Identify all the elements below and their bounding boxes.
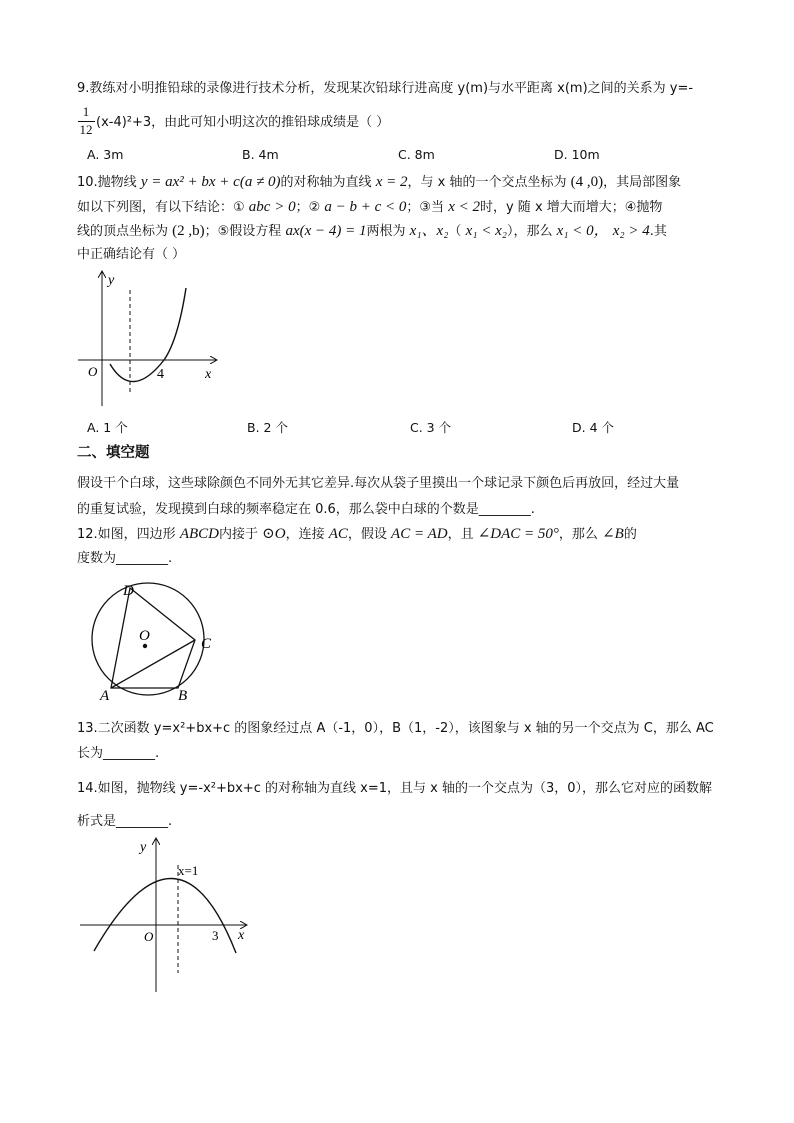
q10-parabola-graph [74, 268, 224, 410]
q10-math: x < 2 [448, 199, 480, 215]
q10-math: x₁ < 0， [556, 223, 609, 239]
q12-quadrilateral [111, 588, 195, 688]
q10-math: a − b + c < 0 [324, 199, 407, 215]
q12-math: AC [328, 526, 348, 542]
q10-math-axis: x = 2 [375, 174, 408, 190]
q12-text: 12.如图，四边形 [77, 527, 176, 542]
q12-text: 内接于 [219, 527, 259, 542]
q14-origin-label: O [144, 929, 154, 944]
q12-text: ，那么 [558, 527, 598, 542]
q12-line1 [77, 524, 637, 545]
q10-math: ax(x − 4) = 1 [285, 223, 367, 239]
q12-math: ∠B [602, 526, 624, 542]
q10-y-label: y [108, 273, 115, 288]
q9-line2: (x-4)²+3，由此可知小明这次的推铅球成绩是（ ） [96, 115, 390, 130]
q14-parabola-graph [78, 835, 253, 995]
q12-text: ，连接 [285, 527, 325, 542]
q14-tick-label: 3 [212, 928, 219, 943]
q10-text: （ [448, 224, 462, 239]
q12-text: ，假设 [347, 527, 387, 542]
q12-math: ∠DAC = 50° [477, 526, 559, 542]
q12-label-b: B [178, 688, 188, 704]
q9-option-a: A. 3m [87, 147, 124, 162]
q10-option-d: D. 4 个 [572, 420, 614, 435]
q14-x-label: x [238, 928, 245, 943]
q12-circle-figure [88, 578, 228, 704]
q11-line2: 的重复试验，发现摸到白球的频率稳定在 0.6，那么袋中白球的个数是________. [77, 502, 535, 517]
q10-line2 [77, 197, 662, 218]
q10-text: ；② [295, 200, 321, 215]
q12-diagonal-ac [111, 640, 195, 688]
q14-axis-label: x=1 [178, 863, 199, 878]
q10-line1 [77, 172, 681, 193]
q10-x-label: x [205, 367, 212, 382]
q9-line1: 9.教练对小明推铅球的录像进行技术分析，发现某次铅球行进高度 y(m)与水平距离 x(m)之间的关系为 y=- [77, 81, 694, 96]
q12-label-o: O [139, 628, 150, 644]
q12-math: ABCD [179, 526, 219, 542]
q10-math: x₂ > 4 [612, 223, 650, 239]
q10-math: x₁、x₂ [409, 223, 449, 239]
q10-option-b: B. 2 个 [247, 420, 288, 435]
q9-option-c: C. 8m [398, 147, 435, 162]
q10-math-point: (4 ,0) [570, 174, 604, 190]
q10-math: abc > 0 [248, 199, 296, 215]
q10-text: ），那么 [506, 224, 553, 239]
q10-text: 的对称轴为直线 [280, 175, 372, 190]
q10-text: ；⑤假设方程 [204, 224, 282, 239]
q12-math: ⊙O [262, 526, 286, 542]
q12-text: ，且 [447, 527, 474, 542]
q10-text: ，其局部图象 [603, 175, 682, 190]
q9-option-b: B. 4m [242, 147, 279, 162]
q10-math: x₁ < x₂ [465, 223, 507, 239]
q10-math: (2 ,b) [172, 223, 205, 239]
q10-option-a: A. 1 个 [87, 420, 128, 435]
q12-center-dot [143, 644, 147, 648]
q10-text: 10.抛物线 [77, 175, 137, 190]
q10-line3 [77, 221, 667, 242]
q10-line4: 中正确结论有（ ） [77, 247, 186, 262]
q10-text: 如以下列图，有以下结论：① [77, 200, 245, 215]
q12-line2: 度数为________. [77, 551, 173, 566]
q10-text: 两根为 [366, 224, 406, 239]
q14-y-label: y [140, 840, 147, 855]
q9-option-d: D. 10m [554, 147, 600, 162]
q13-line2: 长为________. [77, 746, 160, 761]
q10-text: ，与 x 轴的一个交点坐标为 [407, 175, 567, 190]
q10-text: .其 [649, 224, 667, 239]
q12-text: 的 [623, 527, 637, 542]
q10-parabola-curve [110, 288, 186, 382]
q10-math-parabola: y = ax² + bx + c(a ≠ 0) [140, 174, 281, 190]
q10-text: ；③当 [406, 200, 445, 215]
q14-line2: 析式是________. [77, 814, 173, 829]
q10-origin-label: O [88, 364, 98, 379]
q9-fraction-numerator: 1 [82, 104, 90, 119]
q9-fraction-denominator: 12 [79, 122, 93, 137]
q11-line1: 假设干个白球，这些球除颜色不同外无其它差异.每次从袋子里摸出一个球记录下颜色后再放回，经过大量 [77, 476, 680, 491]
q13-line1: 13.二次函数 y=x²+bx+c 的图象经过点 A（-1，0），B（1，-2），该图象与 x 轴的另一个交点为 C，那么 AC [77, 721, 714, 736]
q12-math: AC = AD [391, 526, 448, 542]
q12-label-d: D [123, 583, 134, 599]
q10-text: 时，y 随 x 增大而增大；④抛物 [479, 200, 663, 215]
q10-tick-label: 4 [157, 367, 164, 382]
q12-label-a: A [100, 688, 110, 704]
q14-line1: 14.如图，抛物线 y=-x²+bx+c 的对称轴为直线 x=1，且与 x 轴的一个交点为（3，0），那么它对应的函数解 [77, 781, 712, 796]
section-title: 二、填空题 [77, 445, 150, 461]
q10-option-c: C. 3 个 [410, 420, 452, 435]
q10-text: 线的顶点坐标为 [77, 224, 169, 239]
q12-label-c: C [201, 636, 212, 652]
